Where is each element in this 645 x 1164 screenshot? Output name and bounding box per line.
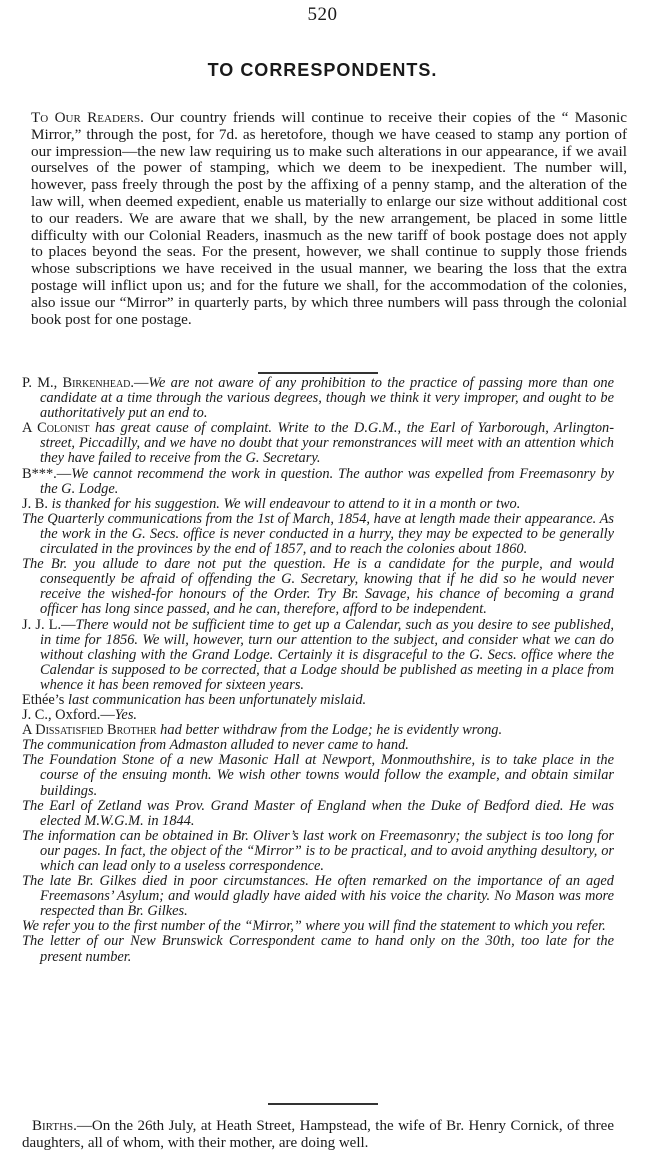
note-item bbox=[22, 874, 614, 919]
note-item bbox=[22, 753, 614, 798]
note-item bbox=[22, 421, 614, 466]
births-notice bbox=[22, 1118, 614, 1151]
note-body: The late Br. Gilkes died in poor circumstances. He often remarked on the importance of an aged Freemasons’ Asylum; and would gladly have aided with his voice the charity. No Mason was more respected than Br. Gilkes. bbox=[22, 873, 614, 920]
section-divider-bottom bbox=[268, 1103, 378, 1105]
note-body: Yes. bbox=[114, 707, 138, 724]
note-heading: P. M., Birkenhead.— bbox=[22, 375, 149, 391]
note-item bbox=[22, 693, 614, 708]
note-item bbox=[22, 557, 614, 617]
note-body: The letter of our New Brunswick Correspondent came to hand only on the 30th, too late for the present number. bbox=[22, 933, 614, 965]
note-body: There would not be sufficient time to get up a Calendar, such as you desire to see published, in time for 1856. We will, however, turn our attention to the subject, and consider what we can do without clashing with the Grand Lodge. Certainly it is disgraceful to the G. Secs. office where the Calendar is supposed to be corrected, that a Lodge should be published as meeting in a place from whence it has been removed for sixteen years. bbox=[40, 616, 615, 693]
note-heading: J. C., Oxford.— bbox=[22, 707, 115, 724]
note-item bbox=[22, 376, 614, 421]
notice-lead: To Our Readers. bbox=[31, 109, 144, 126]
note-body: The communication from Admaston alluded to never came to hand. bbox=[22, 737, 409, 754]
note-item bbox=[22, 919, 614, 934]
section-divider-top bbox=[258, 372, 378, 374]
notice-text: Our country friends will continue to receive their copies of the “ Masonic Mirror,” through the post, for 7d. as heretofore, though we have ceased to stamp any portion of our impression—the new law requiring us to make such alterations in our appearance, if we avail ourselves of the power of stamping, which we deem to be inexpedient. The number will, however, pass freely through the post by the affixing of a penny stamp, and the alteration of the law will, when deemed expedient, enable us materially to enlarge our size without additional cost to our readers. We are aware that we shall, by the new arrangement, be placed in some little difficulty with our Colonial Readers, inasmuch as the new tariff of book postage does not apply to places beyond the seas. For the present, however, we shall continue to supply those friends whose subscriptions we have received in the usual manner, we bearing the loss that the extra postage will inflict upon us; and for the future we shall, for the accommodation of the colonies, also issue our “Mirror” in quarterly parts, by which three numbers will pass through the colonial book post for one postage. bbox=[31, 109, 627, 328]
note-item bbox=[22, 708, 614, 723]
note-body: has great cause of complaint. Write to the D.G.M., the Earl of Yarborough, Arlington-street, Piccadilly, and we have no doubt that your remonstrances will meet with an attention which they have failed to receive from the G. Secretary. bbox=[40, 420, 614, 467]
notice-to-readers bbox=[31, 110, 627, 328]
births-text: On the 26th July, at Heath Street, Hampstead, the wife of Br. Henry Cornick, of three daughters, all of whom, with their mother, are doing well. bbox=[22, 1118, 614, 1151]
note-body: We are not aware of any prohibition to the practice of passing more than one candidate at a time through the various degrees, though we think it very improper, and ought to be authoritatively put an end to. bbox=[40, 375, 614, 422]
note-body: The Quarterly communications from the 1st of March, 1854, have at length made their appearance. As the work in the G. Secs. office is never conducted in a hurry, they may be expected to be generally circulated in the provinces by the end of 1857, and to reach the colonies about 1860. bbox=[22, 510, 614, 558]
note-item bbox=[22, 497, 614, 512]
note-heading: A Colonist bbox=[22, 420, 90, 437]
page-number: 520 bbox=[307, 4, 338, 25]
note-body: We refer you to the first number of the “Mirror,” where you will find the statement to which you refer. bbox=[22, 918, 606, 935]
note-item bbox=[22, 934, 614, 964]
note-item bbox=[22, 512, 614, 557]
note-body: The information can be obtained in Br. Oliver’s last work on Freemasonry; the subject is too long for our pages. In fact, the object of the “Mirror” is to be practical, and to avoid anything desultory, or which can lead only to a useless correspondence. bbox=[22, 827, 614, 874]
births-lead: Births.— bbox=[32, 1118, 92, 1134]
note-heading: Ethée’s bbox=[22, 691, 65, 708]
note-item bbox=[22, 738, 614, 753]
note-heading: J. B. bbox=[22, 495, 48, 512]
correspondent-notes bbox=[22, 376, 614, 965]
note-body: We cannot recommend the work in question. The author was expelled from Freemasonry by the G. Lodge. bbox=[40, 465, 614, 497]
note-item bbox=[22, 618, 614, 693]
note-body: The Earl of Zetland was Prov. Grand Master of England when the Duke of Bedford died. He was elected M.W.G.M. in 1844. bbox=[22, 797, 614, 829]
note-item bbox=[22, 799, 614, 829]
note-item bbox=[22, 829, 614, 874]
page-title: TO CORRESPONDENTS. bbox=[207, 60, 438, 80]
note-item bbox=[22, 467, 614, 497]
note-heading: A Dissatisfied Brother bbox=[22, 722, 157, 739]
note-body: The Foundation Stone of a new Masonic Hall at Newport, Monmouthshire, is to take place in the course of the ensuing month. We wish other towns would follow the example, and obtain similar buildings. bbox=[22, 752, 614, 799]
note-heading: J. J. L.— bbox=[22, 616, 76, 633]
note-body: last communication has been unfortunately mislaid. bbox=[64, 691, 367, 708]
note-item bbox=[22, 723, 614, 738]
note-body: The Br. you allude to dare not put the question. He is a candidate for the purple, and would consequently be afraid of offending the G. Secretary, knowing that if he did so he would never receive the wished-for honours of the Order. Try Br. Savage, his chance of becoming a grand officer has long since passed, and he can, therefore, afford to be independent. bbox=[22, 556, 614, 618]
note-body: had better withdraw from the Lodge; he is evidently wrong. bbox=[156, 722, 503, 739]
note-heading: B***.— bbox=[22, 465, 72, 482]
note-body: is thanked for his suggestion. We will endeavour to attend to it in a month or two. bbox=[48, 495, 521, 512]
